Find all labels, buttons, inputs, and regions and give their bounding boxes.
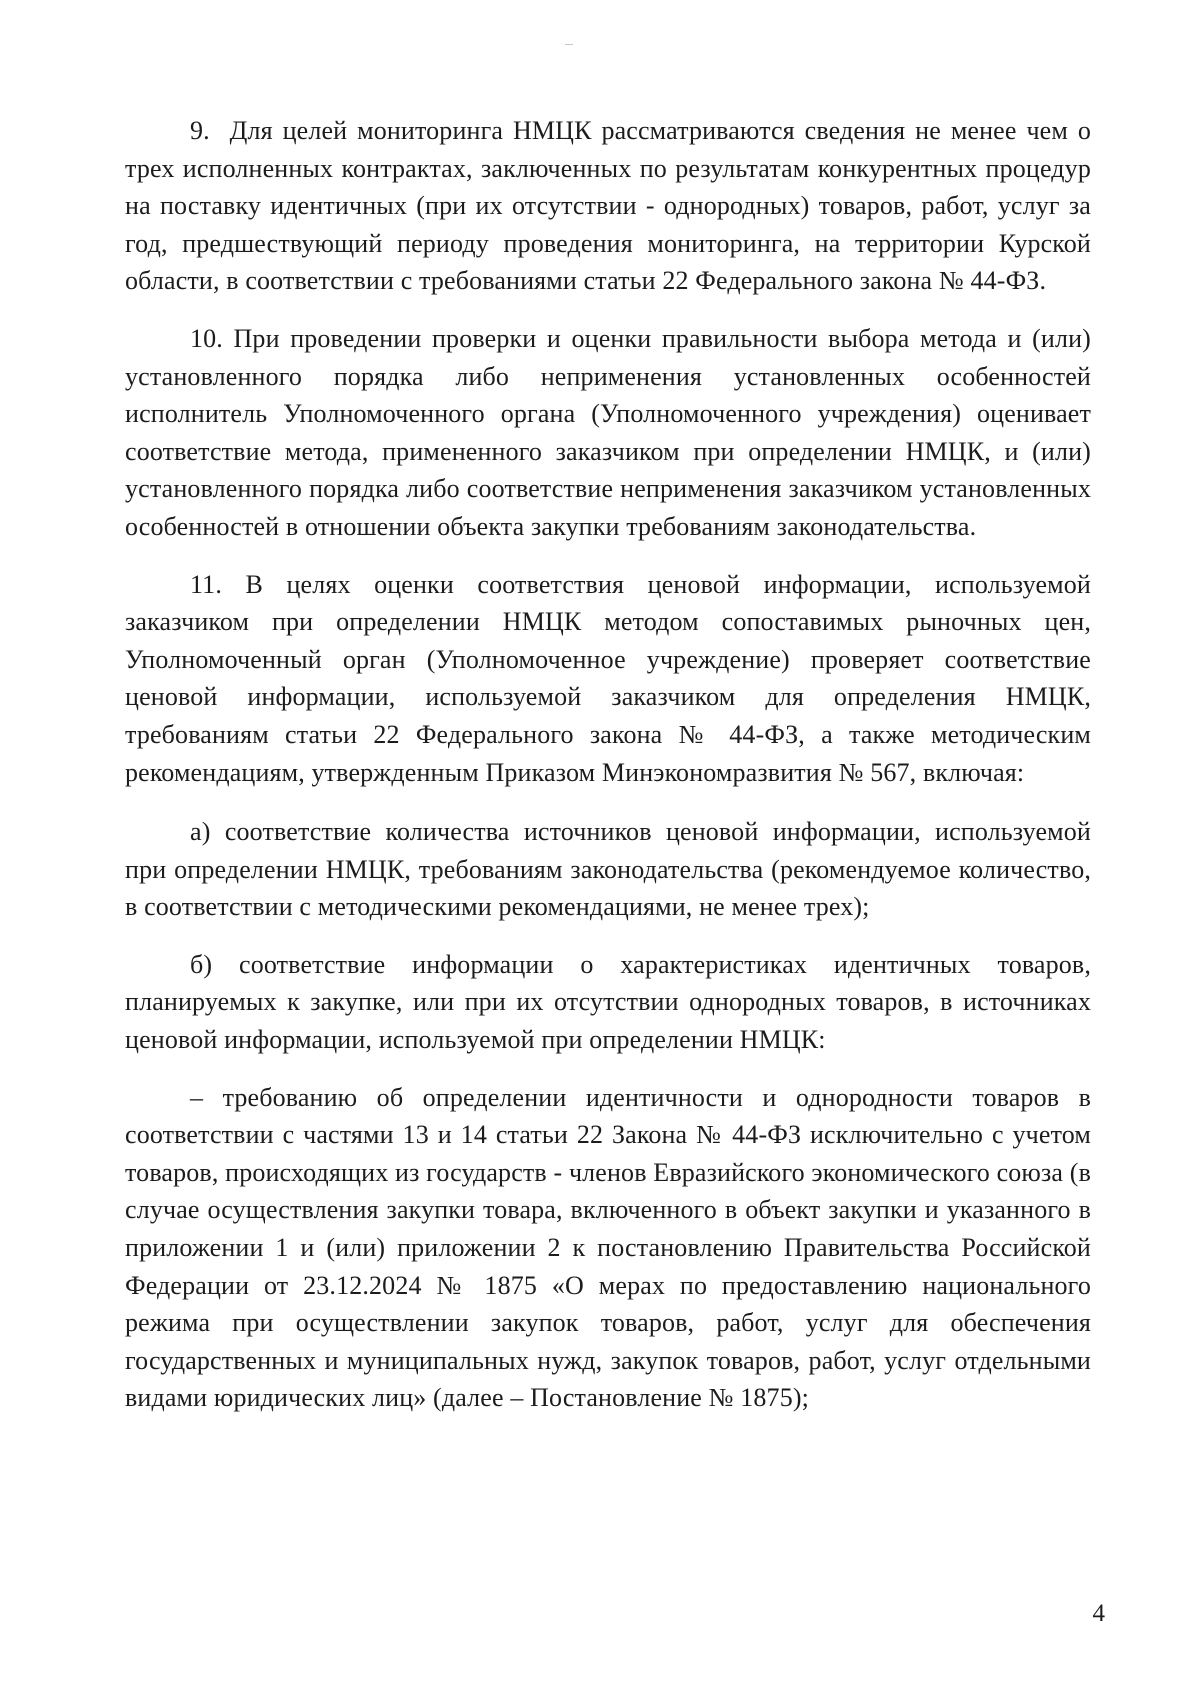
- paragraph-11-item-a: а) соответствие количества источников ценовой информации, используемой при определении НМЦК, требованиям законодательства (рекомендуемое количество, в соответствии с методическими рекомендациями, не менее трех);: [125, 817, 1091, 922]
- paragraph-10: 10. При проведении проверки и оценки правильности выбора метода и (или) установленного порядка либо неприменения установленных особенностей исполнитель Уполномоченного органа (Уполномоченного учреждения) оценивает соответствие метода, примененного заказчиком при определении НМЦК, и (или) установленного порядка либо соответствие неприменения заказчиком установленных особенностей в отношении объекта закупки требованиям законодательства.: [125, 323, 1091, 541]
- page-number: 4: [1092, 1600, 1105, 1627]
- document-body: [125, 112, 1091, 1437]
- paragraph-11-item-b-dash: – требованию об определении идентичности и однородности товаров в соответствии с частями 13 и 14 статьи 22 Закона № 44-ФЗ исключительно с учетом товаров, происходящих из государств - членов Евразийского экономического союза (в случае осуществления закупки товара, включенного в объект закупки и указанного в приложении 1 и (или) приложении 2 к постановлению Правительства Российской Федерации от 23.12.2024 № 1875 «О мерах по предоставлению национального режима при осуществлении закупок товаров, работ, услуг для обеспечения государственных и муниципальных нужд, закупок товаров, работ, услуг отдельными видами юридических лиц» (далее – Постановление № 1875);: [125, 1082, 1091, 1413]
- scan-artifact: [565, 44, 573, 45]
- paragraph-11-item-b: б) соответствие информации о характеристиках идентичных товаров, планируемых к закупке, или при их отсутствии однородных товаров, в источниках ценовой информации, используемой при определении НМЦК:: [125, 949, 1091, 1055]
- paragraph-9: 9. Для целей мониторинга НМЦК рассматриваются сведения не менее чем о трех исполненных контрактах, заключенных по результатам конкурентных процедур на поставку идентичных (при их отсутствии - однородных) товаров, работ, услуг за год, предшествующий периоду проведения мониторинга, на территории Курской области, в соответствии с требованиями статьи 22 Федерального закона № 44-ФЗ.: [125, 116, 1091, 296]
- paragraph-11: 11. В целях оценки соответствия ценовой информации, используемой заказчиком при определении НМЦК методом сопоставимых рыночных цен, Уполномоченный орган (Уполномоченное учреждение) проверяет соответствие ценовой информации, используемой заказчиком для определения НМЦК, требованиям статьи 22 Федерального закона № 44-ФЗ, а также методическим рекомендациям, утвержденным Приказом Минэкономразвития № 567, включая:: [125, 569, 1091, 787]
